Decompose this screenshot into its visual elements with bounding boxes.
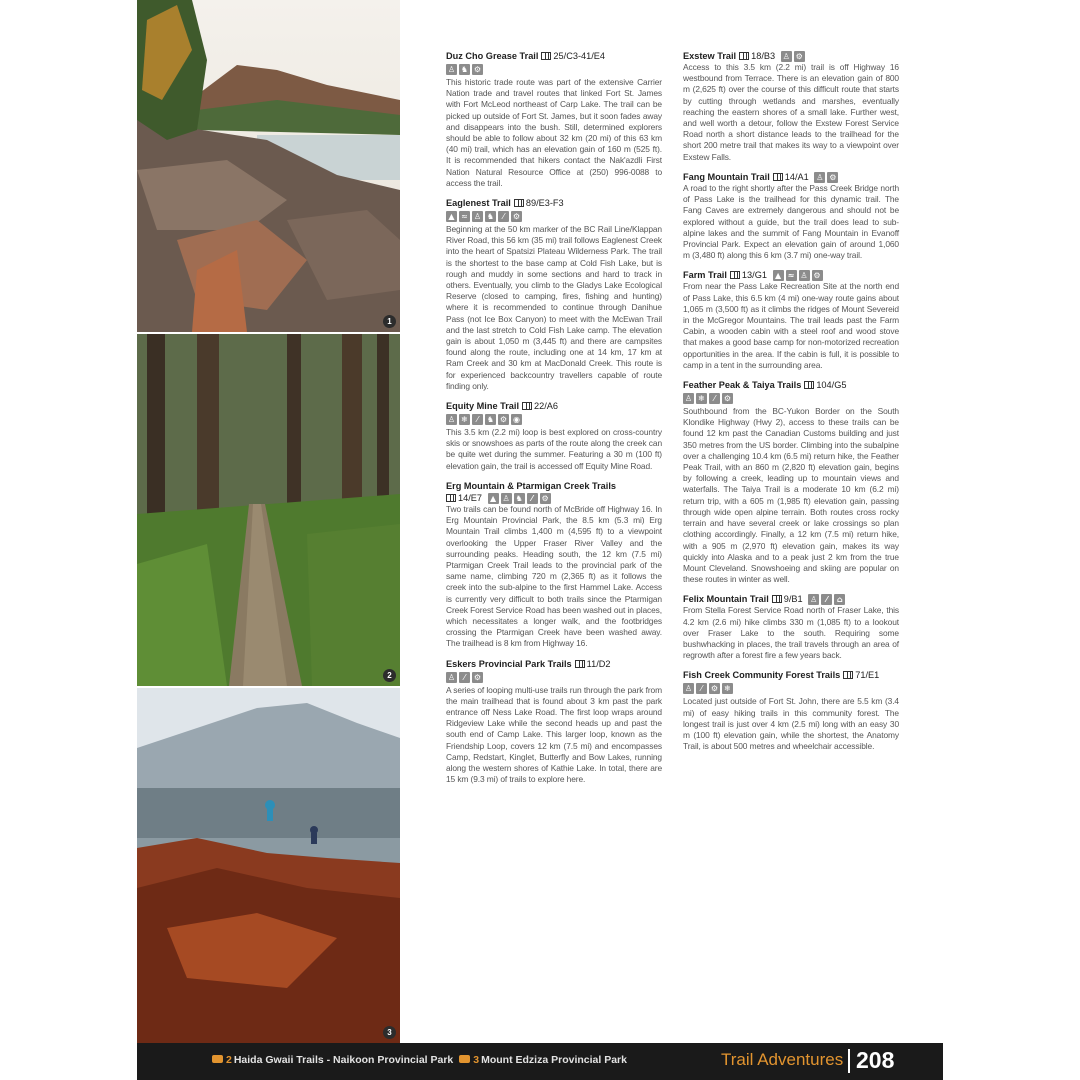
camping-icon: ▲ [488,493,499,504]
guidebook-page [137,0,943,1080]
trail-name: Fang Mountain Trail [683,171,770,182]
trail-description: A series of looping multi-use trails run through the park from the main trailhead that is found about 3 km past the park entrance off Ness Lake Road. The first loop wraps around Ridgeview Lake while the second heads up and past the south end of Camp Lake. This larger loop, known as the Friendship Loop, covers 12 km (7.5 mi) and encompasses Camp, Redstart, Kinglet, Butterfly and Bow Lakes, running along the western shores of Kathie Lake. In total, there are 15 km (9.3 mi) of trails to explore here. [446,684,662,785]
trail-title [683,269,899,281]
map-icon [739,52,749,60]
hiking-icon: ♙ [684,684,693,694]
atv-icon: ◉ [511,414,522,425]
activity-icons [683,683,899,694]
trail-title [446,400,662,412]
map-reference: 104/G5 [816,380,847,391]
map-reference: 13/G1 [741,270,767,281]
photo-forest-boardwalk-image [137,334,400,686]
ski-icon: ⁄ [459,672,470,683]
map-reference: 22/A6 [534,401,559,412]
horse-icon: ♞ [460,65,469,74]
trail-title [446,197,662,209]
photo-volcanic-plateau-image [137,688,400,1043]
map-icon [730,271,740,279]
trail-description: Two trails can be found north of McBride off Highway 16. In Erg Mountain Provincial Park, the 8.5 km (5.3 mi) Erg Mountain Trail climbs 1,400 m (4,595 ft) to a viewpoint overlooking the Upper Fraser River Valley and the surrounding peaks. Heading south, the 12 km (7.5 mi) Ptarmigan Creek Trail leads to the provincial park of the same name, climbing 720 m (2,365 ft) as it follows the creek into the sub-alpine to the first Hammel Lake. Access is currently very difficult to both trails since the Ptarmigan Creek Forest Service Road has been washed out in places, which necessitates a longer walk, and the footbridges crossing the Ptarmigan Creek have been washed away. The trailhead is 8 km from Highway 16. [446,503,662,649]
snowshoe-icon: ❄ [722,683,733,694]
trail-entry [446,197,662,392]
map-reference: 18/B3 [751,51,776,61]
trail-title [446,480,662,492]
caption-number: 2 [226,1054,232,1066]
trail-entry [683,269,899,371]
bike-icon: ⚙ [710,684,719,694]
hiking-icon: ♙ [816,172,824,182]
camping-icon: ▲ [773,270,784,281]
trail-description: From Stella Forest Service Road north of Fraser Lake, this 4.2 km (2.6 mi) hike climbs 330 m (1,085 ft) to a lookout over Fraser Lake to the south. Requiring some bushwhacking in places, the trail travels through an area of regrowth after a forest fire a few years back. [683,605,899,661]
camera-icon [459,1055,470,1063]
horse-icon: ♞ [515,493,523,503]
trail-name: Erg Mountain & Ptarmigan Creek Trails [446,480,617,491]
trail-name: Duz Cho Grease Trail [446,51,539,61]
fishing-icon: ≈ [459,211,470,222]
map-icon [575,660,585,668]
map-reference: 25/C3-41/E4 [553,51,606,61]
hiking-icon: ♙ [447,65,456,74]
map-reference: 9/B1 [783,594,803,605]
camping-icon: ▲ [446,211,457,222]
caption-text: Mount Edziza Provincial Park [481,1054,627,1066]
trail-entry [446,480,662,650]
hiking-icon: ♙ [782,52,790,62]
hiking-icon: ♙ [502,493,510,503]
map-icon [843,671,853,679]
photo-rocky-shoreline [137,0,400,332]
hiking-icon: ♙ [684,394,693,404]
activity-icons [446,672,662,683]
map-reference: 14/A1 [784,171,809,182]
hiking-icon: ♙ [447,672,456,682]
trail-description: This historic trade route was part of the extensive Carrier Nation trade and travel routes that linked Fort St. James with Fort McLeod northeast of Carp Lake. The trail can be picked up outside of Fort St. James, but it soon fades away and disappears into the bush. Still, determined explorers should be able to follow about 32 km (20 mi) of this 63 km (40 mi) trail, which has an elevation gain of 160 m (525 ft). It is recommended that hikers contact the Nak'azdli First Nation Natural Resource Office at (250) 996-0088 to access the trail. [446,77,662,188]
activity-icons [808,594,845,605]
trail-entry [683,50,899,163]
trail-name: Fish Creek Community Forest Trails [683,670,841,681]
map-reference: 71/E1 [855,670,880,681]
bike-icon: ⚙ [813,271,821,281]
trail-entry [683,593,899,661]
photo-number-badge: 2 [383,669,396,682]
bike-icon: ⚙ [473,65,482,74]
trail-name: Exstew Trail [683,51,737,61]
trail-title [683,379,899,391]
map-reference: 89/E3-F3 [525,198,564,209]
map-icon [541,52,551,60]
trail-name: Eaglenest Trail [446,198,511,209]
map-icon [522,402,532,410]
trail-title [683,171,899,183]
trail-title [683,50,899,62]
bike-icon: ⚙ [512,212,521,222]
camera-icon [212,1055,223,1063]
trail-entry [683,669,899,752]
map-icon [772,595,782,603]
section-title: Trail Adventures [721,1050,844,1069]
trail-title [683,593,899,605]
trail-name: Feather Peak & Taiya Trails [683,380,802,391]
bike-icon: ⚙ [473,672,482,682]
map-icon [804,381,814,389]
cabin-icon: ⌂ [834,594,845,605]
trail-description: From near the Pass Lake Recreation Site at the north end of Pass Lake, this 6.5 km (4 mi) one-way route gains about 1,065 m (3,500 ft) as it climbs the ridges of Mount Severeid in the McGregor Mountains. The trail leads past the Farm Cabin, a wooden cabin with a steel roof and wood stove that makes a good base camp for non-motorized recreation opportunities in the area. If the cabin is full, it is possible to camp in a tent in the surrounding area. [683,281,899,370]
ski-icon: ⁄ [498,211,509,222]
trail-entry [446,658,662,786]
trail-title [446,50,662,62]
ski-icon: ⁄ [696,683,707,694]
photo-captions [212,1054,627,1066]
map-icon [773,173,783,181]
trail-name: Felix Mountain Trail [683,594,769,605]
bike-icon: ⚙ [829,172,837,182]
trail-entry [683,379,899,585]
ski-icon: ⁄ [472,414,483,425]
activity-icons [683,393,899,404]
activity-icons [446,211,662,222]
trail-description: This 3.5 km (2.2 mi) loop is best explored on cross-country skis or snowshoes as parts of the route along the creek can be quite wet during the summer. Featuring a 30 m (100 ft) elevation gain, the trail is accessed off Equity Mine Road. [446,427,662,471]
ski-icon: ⁄ [709,393,720,404]
trail-name: Eskers Provincial Park Trails [446,658,572,669]
trail-description: Beginning at the 50 km marker of the BC Rail Line/Klappan River Road, this 56 km (35 mi) trail follows Eaglenest Creek into the heart of Spatsizi Plateau Wilderness Park. The trail is the shortest to the base camp at Cold Fish Lake, but is rough and muddy in some sections and hard to track in others. Eventually, you climb to the Gladys Lake Ecological Reserve (closed to camping, fires, fishing and hunting) where it is recommended to continue through Danihue Pass (not Ice Box Canyon) to meet with the McEwan Trail and the last stretch to Cold Fish Lake camp. The elevation gain is about 1,050 m (3,445 ft) and there are campsites found along the route, including one at 14 km, 17 km at Ram Creek and 30 km at MacDonald Creek. This route is for experienced backcountry travellers capable of route finding only. [446,224,662,391]
snowshoe-icon: ❄ [696,393,707,404]
bike-icon: ⚙ [541,493,549,503]
map-icon [446,494,456,502]
trail-description: A road to the right shortly after the Pass Creek Bridge north of Pass Lake is the trailhead for this dynamic trail. The Fang Caves are extremely dangerous and should not be explored without a guide, but the trail does lead to sub-alpine lakes and the summit of Fang Mountain in Evanoff Provincial Park. Expect an elevation gain of around 1,060 m (3,480 ft) along this 6 km (3.7 mi) one-way trail. [683,182,899,261]
photo-forest-boardwalk [137,334,400,686]
photo-number-badge: 1 [383,315,396,328]
bike-icon: ⚙ [723,394,732,404]
text-column-left [446,50,662,793]
photo-volcanic-plateau [137,688,400,1043]
trail-title [446,658,662,670]
activity-icons [814,172,838,183]
snowshoe-icon: ❄ [459,414,470,425]
map-reference: 11/D2 [586,658,611,669]
photo-rocky-shoreline-image [137,0,400,332]
activity-icons [446,64,662,75]
hiking-icon: ♙ [473,212,482,222]
trail-description: Located just outside of Fort St. John, there are 5.5 km (3.4 mi) of easy hiking trails in this community forest. The longest trail is just over 4 km (2.5 mi) long with an easy 30 m (100 ft) elevation gain, while the shortest, the Anatomy Trail, is about 500 metres and wheelchair accessible. [683,696,899,752]
activity-icons [488,493,551,504]
trail-name: Farm Trail [683,270,727,281]
trail-entry [446,400,662,472]
ski-icon: ⁄ [821,594,832,605]
hiking-icon: ♙ [447,415,456,425]
ski-icon: ⁄ [527,493,538,504]
hiking-icon: ♙ [800,271,808,281]
page-footer [137,1043,943,1080]
map-icon [514,199,524,207]
trail-entry [446,50,662,189]
map-reference: 14/E7 [458,492,483,503]
photo-column [137,0,400,1043]
activity-icons [773,270,823,281]
hiking-icon: ♙ [810,595,818,605]
horse-icon: ♞ [486,212,495,222]
trail-name: Equity Mine Trail [446,401,520,412]
fishing-icon: ≈ [786,270,797,281]
caption-number: 3 [473,1054,480,1066]
caption-text: Haida Gwaii Trails - Naikoon Provincial Park [233,1054,454,1066]
footer-divider [848,1049,850,1073]
activity-icons [446,414,662,425]
trail-title-line-2 [446,492,662,504]
trail-title [683,669,899,681]
photo-number-badge: 3 [383,1026,396,1039]
trail-entry [683,171,899,261]
text-column-right [683,50,899,760]
activity-icons [781,51,805,62]
trail-description: Access to this 3.5 km (2.2 mi) trail is off Highway 16 westbound from Terrace. There is an elevation gain of 800 m (2,625 ft) over the course of this difficult route that starts by cutting through wetlands and marshes, eventually reaching the eastern shores of a small lake. Further west, and well worth a detour, follow the Exstew Forest Service Road north a short distance leads to the trailhead for the short 200 metre trail that makes its way to a viewpoint over Exstew Falls. [683,62,899,162]
trail-description: Southbound from the BC-Yukon Border on the South Klondike Highway (Hwy 2), access to these trails can be found 12 km past the Canadian Customs building and just 350 metres from the US border. Climbing into the subalpine over a challenging 10.4 km (6.5 mi) return hike, the Feather Peak Trail, with an 860 m (2,820 ft) elevation gain, begins by following a creek, leading up to mountain views and waterfalls. The Taiya Trail is a moderate 10 km (6.2 mi) return trip, with a 605 m (1,985 ft) elevation gain, passing through wide open alpine terrain. Both routes cross rocky terrain and have several creek or lake crossings so plan clothing accordingly. Finally, a 12 km (7.5 mi) return hike, with a 905 m (2,970 ft) elevation gain, makes its way quickly into Alaska and to a peak just 2 km from the true Mount Cleveland. Snowshoeing and skiing are popular on these routes in winter as well. [683,406,899,585]
horse-icon: ♞ [486,415,495,425]
page-number: 208 [856,1047,895,1073]
bike-icon: ⚙ [795,52,803,62]
bike-icon: ⚙ [499,415,508,425]
